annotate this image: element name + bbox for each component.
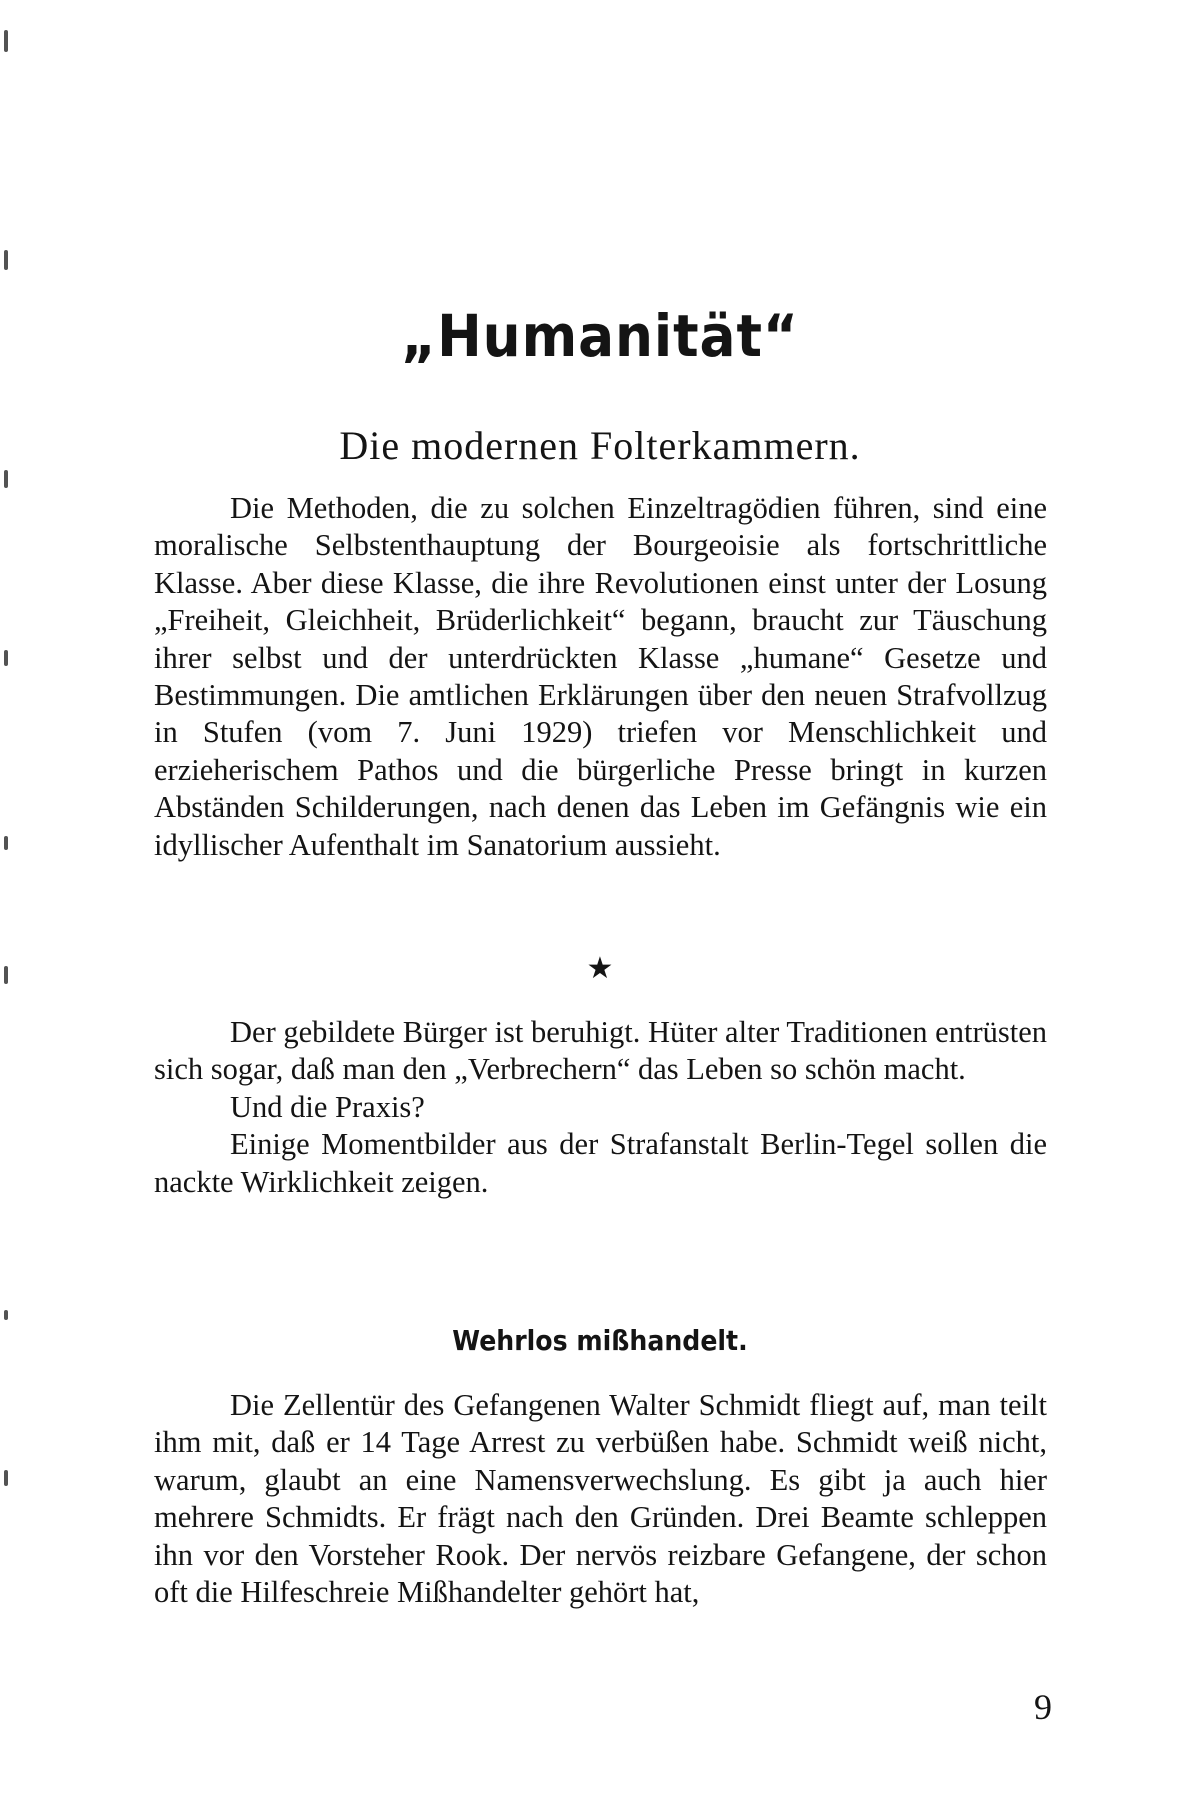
text-block-section [154, 1387, 1047, 1611]
scan-gutter-mark [4, 470, 8, 488]
page-number: 9 [1034, 1687, 1052, 1727]
scan-gutter-mark [4, 1310, 8, 1320]
paragraph: Die Methoden, die zu solchen Einzeltragödien führen, sind eine moralische Selbstenthauptung der Bourgeoisie als fortschrittliche Klasse. Aber diese Klasse, die ihre Revolutionen einst unter der Losung „Freiheit, Gleichheit, Brüderlichkeit“ begann, braucht zur Täuschung ihrer selbst und der unterdrückten Klasse „humane“ Gesetze und Bestimmungen. Die amtlichen Erklärungen über den neuen Strafvollzug in Stufen (vom 7. Juni 1929) triefen vor Menschlichkeit und erzieherischem Pathos und die bürgerliche Presse bringt in kurzen Abständen Schilderungen, nach denen das Leben im Gefängnis wie ein idyllischer Aufenthalt im Sanatorium aussieht. [154, 491, 1047, 862]
scan-gutter-mark [4, 30, 8, 52]
scan-gutter-mark [4, 836, 8, 850]
paragraph: Und die Praxis? [230, 1089, 425, 1124]
paragraph: Die Zellentür des Gefangenen Walter Schmidt fliegt auf, man teilt ihm mit, daß er 14 Tage Arrest zu verbüßen habe. Schmidt weiß nicht, warum, glaubt an eine Namensverwechslung. Es gibt ja auch hier mehrere Schmidts. Er frägt nach den Gründen. Drei Beamte schleppen ihn vor den Vorsteher Rook. Der nervös reizbare Gefangene, der schon oft die Hilfeschreie Mißhandelter gehört hat, [154, 1388, 1047, 1610]
separator-star: ★ [586, 951, 614, 986]
paragraph: Einige Momentbilder aus der Strafanstalt Berlin-Tegel sollen die nackte Wirklichkeit zeigen. [154, 1127, 1047, 1199]
page-subtitle: Die modernen Folterkammern. [339, 423, 861, 468]
section-heading: Wehrlos mißhandelt. [452, 1324, 748, 1357]
page-title: „Humanität“ [401, 302, 799, 370]
scan-gutter-mark [4, 966, 8, 984]
text-block-practice [154, 1014, 1047, 1201]
scan-gutter-mark [4, 650, 8, 666]
scan-gutter-mark [4, 1470, 8, 1486]
paragraph: Der gebildete Bürger ist beruhigt. Hüter alter Traditionen entrüsten sich sogar, daß man den „Verbrechern“ das Leben so schön macht. [154, 1015, 1047, 1087]
text-block-intro [154, 490, 1047, 864]
scan-gutter-mark [4, 250, 8, 270]
